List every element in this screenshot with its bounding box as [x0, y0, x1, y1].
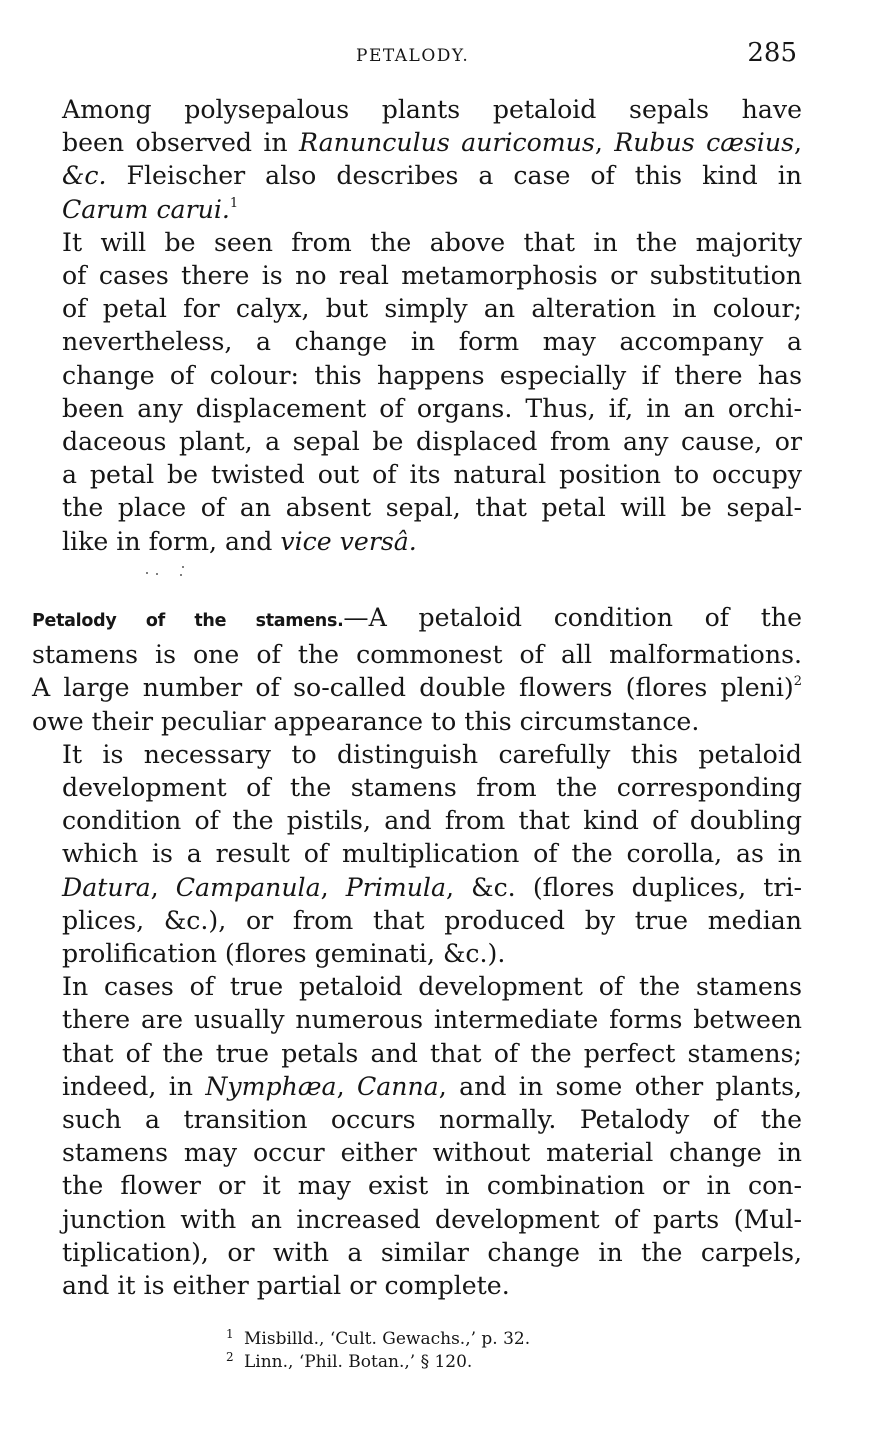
- page-number: 285: [747, 38, 797, 68]
- text-line: Datura, Campanula, Primula, &c. (flores duplices, tri-: [62, 872, 803, 902]
- footnote-ref-1: 1: [229, 195, 239, 211]
- text-line: tiplication), or with a similar change in the carpels,: [62, 1237, 802, 1267]
- text-line: stamens is one of the commonest of all malformations.: [32, 640, 802, 670]
- text-line: [32, 193, 802, 226]
- text-line: been any displacement of organs. Thus, if, in an orchi-: [62, 393, 802, 423]
- text-line: which is a result of multiplication of the corolla, as in: [62, 839, 802, 869]
- text-line: there are usually numerous intermediate forms between: [62, 1005, 802, 1035]
- text-line: It is necessary to distinguish carefully this petaloid: [62, 739, 802, 769]
- text-line: a petal be twisted out of its natural position to occupy: [62, 460, 802, 490]
- paragraph-true-petaloid: [32, 970, 802, 1302]
- text-block-lower: [32, 601, 802, 1302]
- text-line: daceous plant, a sepal be displaced from any cause, or: [62, 427, 802, 457]
- text-line: the flower or it may exist in combination or in con-: [62, 1171, 802, 1201]
- text-line: condition of the pistils, and from that kind of doubling: [62, 806, 802, 836]
- paragraph-petaloid-sepals: [32, 93, 802, 226]
- text-line: &c. Fleischer also describes a case of this kind in: [62, 161, 802, 191]
- italic-species-name: Rubus cæsius: [614, 128, 794, 158]
- running-title: PETALODY.: [356, 46, 470, 66]
- italic-genus-name: Datura: [62, 872, 151, 902]
- text-line: In cases of true petaloid development of the stamens: [62, 972, 802, 1002]
- text-line: nevertheless, a change in form may accompany a: [62, 327, 802, 357]
- paragraph-distinguish: [32, 738, 802, 970]
- section-sidehead: Petalody of the stamens.: [32, 611, 344, 631]
- text-line: development of the stamens from the corresponding: [62, 773, 802, 803]
- paragraph-metamorphosis: [32, 226, 802, 558]
- footnote-ref-2: 2: [793, 674, 802, 690]
- text-line: change of colour: this happens especially if there has: [62, 360, 802, 390]
- text-line: indeed, in Nymphæa, Canna, and in some other plants,: [62, 1071, 803, 1101]
- italic-genus-name: Canna: [356, 1071, 439, 1101]
- text-line: A large number of so-called double flowers (flores pleni)$^2$: [32, 673, 802, 703]
- text-line: plices, &c.), or from that produced by true median: [62, 905, 802, 935]
- footnote-text: Misbilld., ‘Cult. Gewachs.,’ p. 32.: [244, 1329, 531, 1349]
- text-line: and it is either partial or complete.: [62, 1271, 510, 1301]
- footnote-2: 2 Linn., ‘Phil. Botan.,’ § 120.: [226, 1350, 473, 1372]
- running-head: [0, 38, 883, 72]
- text-line: the place of an absent sepal, that petal will be sepal-: [62, 493, 802, 523]
- italic-species-name: Ranunculus auricomus: [299, 128, 595, 158]
- text-line: prolification (flores geminati, &c.).: [62, 939, 506, 969]
- text-line: been observed in Ranunculus auricomus, Rubus cæsius,: [62, 128, 803, 158]
- italic-genus-name: Nymphæa: [205, 1071, 337, 1101]
- footnotes: [226, 1328, 530, 1374]
- text-line: junction with an increased development of parts (Mul-: [62, 1204, 802, 1234]
- footnote-text: Linn., ‘Phil. Botan.,’ § 120.: [244, 1352, 473, 1372]
- italic-genus-name: Campanula: [175, 872, 321, 902]
- footnote-1: 1 Misbilld., ‘Cult. Gewachs.,’ p. 32.: [226, 1327, 531, 1349]
- text-line: of petal for calyx, but simply an alteration in colour;: [62, 294, 802, 324]
- text-line: of cases there is no real metamorphosis or substitution: [62, 261, 802, 291]
- text-line: that of the true petals and that of the perfect stamens;: [62, 1038, 802, 1068]
- text-line: Among polysepalous plants petaloid sepals have: [62, 95, 802, 124]
- text-line: It will be seen from the above that in the majority: [62, 227, 802, 257]
- text-line: stamens may occur either without material change in: [62, 1138, 802, 1168]
- text-line: such a transition occurs normally. Petalody of the: [62, 1105, 802, 1135]
- text-line: like in form, and vice versâ.: [62, 526, 417, 556]
- print-specks: [142, 562, 202, 582]
- text-block-upper: [32, 93, 802, 558]
- italic-genus-name: Primula: [345, 872, 446, 902]
- text-line: Petalody of the stamens.—A petaloid condition of the: [32, 603, 802, 632]
- paragraph-petalody-stamens: [32, 601, 802, 738]
- italic-species-name: Carum carui.: [62, 194, 230, 224]
- text-line: owe their peculiar appearance to this circumstance.: [32, 706, 700, 736]
